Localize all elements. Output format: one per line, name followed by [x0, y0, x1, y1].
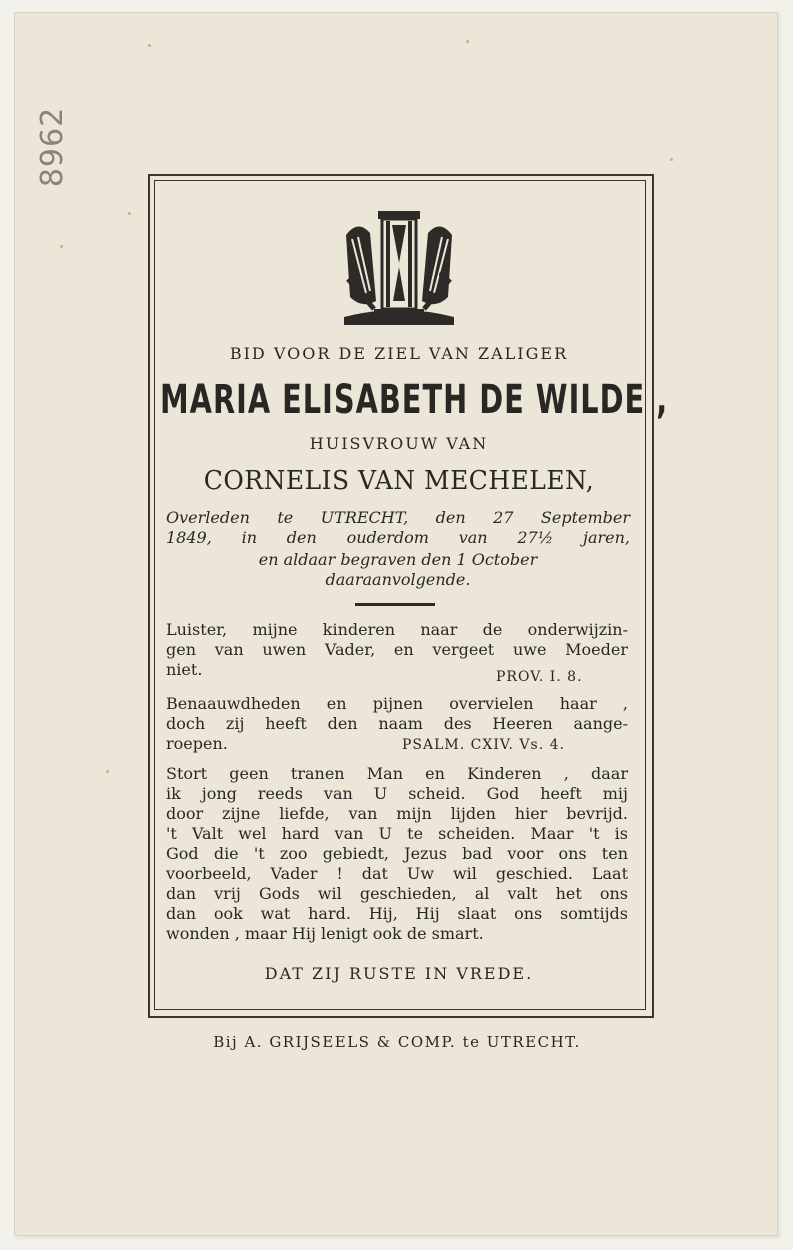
stain-speck — [148, 44, 151, 47]
obituary-line: daaraanvolgende. — [325, 570, 471, 589]
relation-label: HUISVROUW VAN — [309, 434, 489, 453]
verse-line: doch zij heeft den naam des Heeren aange- — [166, 714, 628, 733]
verse-reference: PROV. I. 8. — [496, 669, 583, 685]
closing-line: DAT ZIJ RUSTE IN VREDE. — [264, 964, 534, 983]
verse-farewell — [166, 764, 628, 944]
printer-imprint: Bij A. GRIJSEELS & COMP. te UTRECHT. — [213, 1033, 581, 1051]
verse-line: Luister, mijne kinderen naar de onderwijzin- — [166, 620, 628, 639]
obituary-line: Overleden te UTRECHT, den 27 September — [166, 508, 630, 527]
obituary-line: en aldaar begraven den 1 October — [258, 550, 538, 569]
verse-reference: PSALM. CXIV. Vs. 4. — [402, 737, 565, 753]
separator-rule — [355, 603, 435, 606]
verse-line: wonden , maar Hij lenigt ook de smart. — [166, 924, 484, 943]
stain-speck — [60, 245, 63, 248]
verse-line: niet. — [166, 660, 203, 679]
stain-speck — [670, 158, 673, 161]
spouse-name: CORNELIS VAN MECHELEN, — [203, 466, 595, 496]
verse-line: dan ook wat hard. Hij, Hij slaat ons somtijds — [166, 904, 628, 923]
verse-line: gen van uwen Vader, en vergeet uwe Moeder — [166, 640, 628, 659]
verse-line: 't Valt wel hard van U te scheiden. Maar 't is — [166, 824, 628, 843]
verse-line: God die 't zoo gebiedt, Jezus bad voor ons ten — [166, 844, 628, 863]
stain-speck — [466, 40, 469, 43]
obituary-line: 1849, in den ouderdom van 27½ jaren, — [166, 528, 630, 547]
verse-line: door zijne liefde, van mijn lijden hier bevrijd. — [166, 804, 628, 823]
prayer-heading: BID VOOR DE ZIEL VAN ZALIGER — [229, 344, 569, 363]
hourglass-emblem-icon — [336, 205, 462, 331]
stain-speck — [128, 212, 131, 215]
verse-line: dan vrij Gods wil geschieden, al valt het ons — [166, 884, 628, 903]
verse-line: Stort geen tranen Man en Kinderen , daar — [166, 764, 628, 783]
verse-line: ik jong reeds van U scheid. God heeft mij — [166, 784, 628, 803]
verse-line: Benaauwdheden en pijnen overvielen haar , — [166, 694, 628, 713]
archive-number: 8962 — [34, 106, 70, 188]
stain-speck — [106, 770, 109, 773]
deceased-name: MARIA ELISABETH DE WILDE , — [160, 375, 669, 423]
verse-line: roepen. — [166, 734, 228, 753]
verse-line: voorbeeld, Vader ! dat Uw wil geschied. Laat — [166, 864, 628, 883]
